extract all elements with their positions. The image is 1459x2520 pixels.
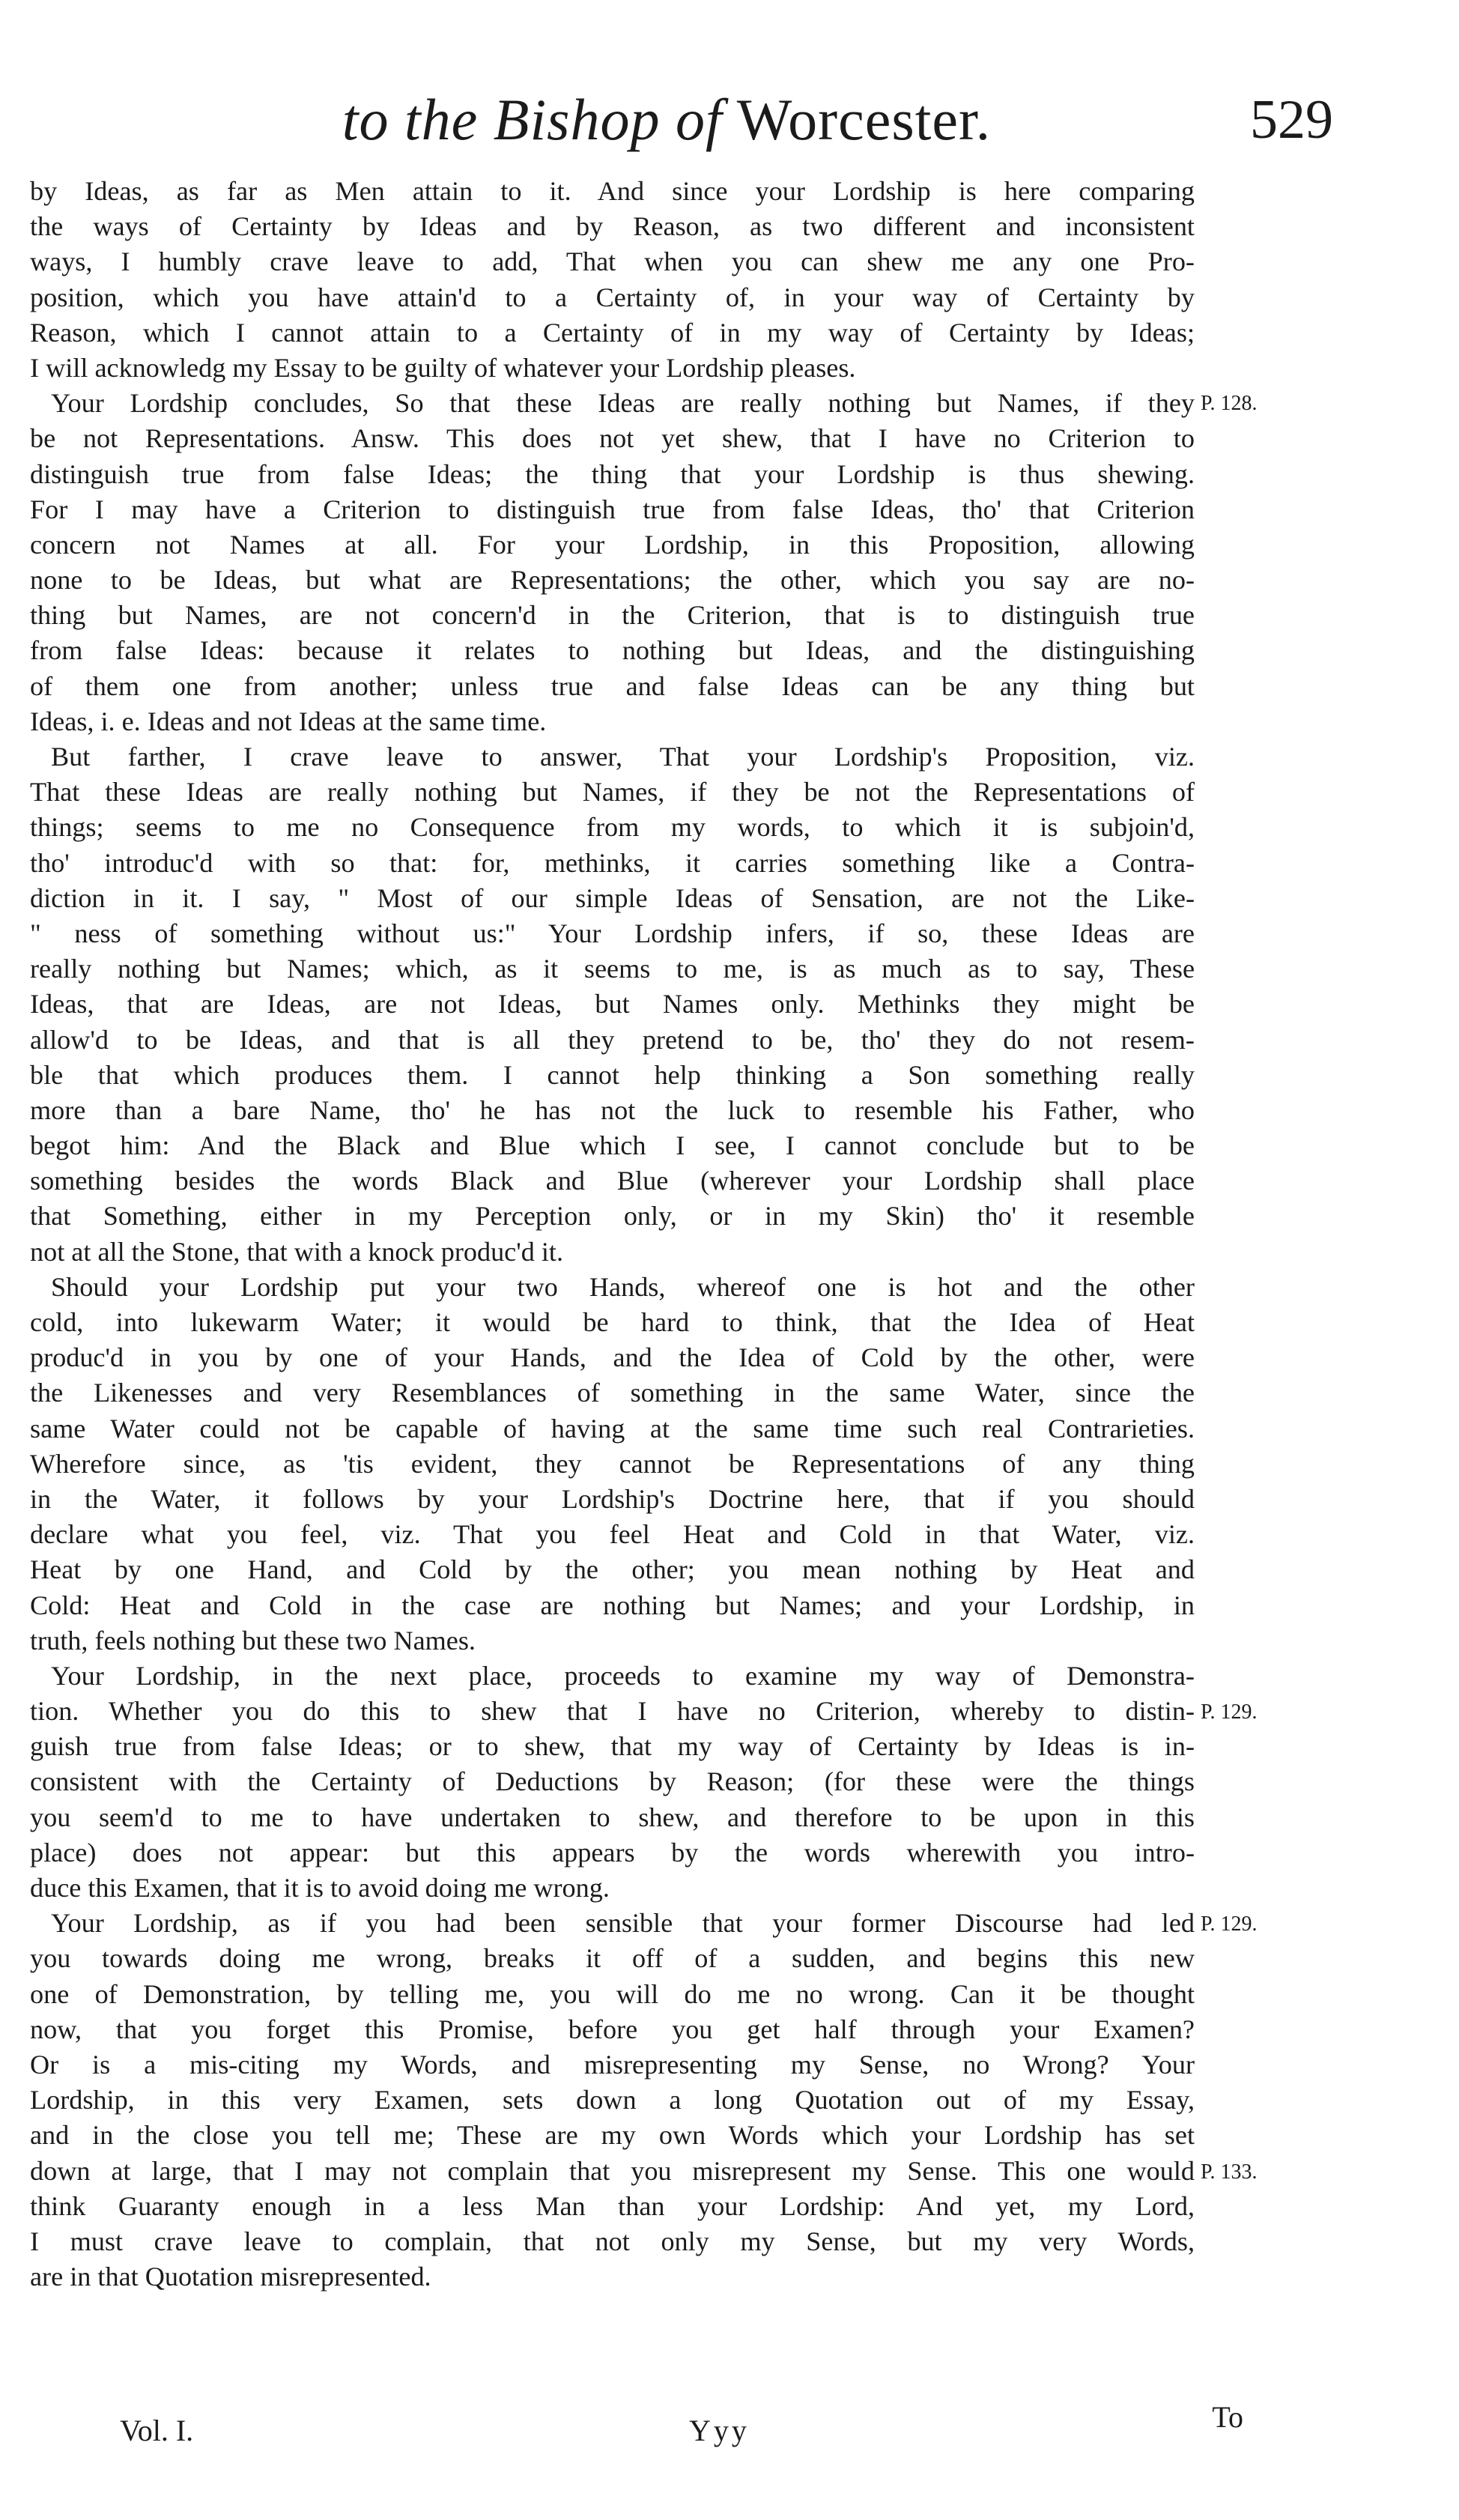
text-line: begot him: And the Black and Blue which I see, I cannot conclude but to be <box>30 1130 1195 1161</box>
text-line: cold, into lukewarm Water; it would be hard to think, that the Idea of Heat <box>30 1307 1195 1337</box>
page-number: 529 <box>1250 89 1333 151</box>
catchword: To <box>1212 2400 1243 2434</box>
text-line: truth, feels nothing but these two Names. <box>30 1625 476 1656</box>
text-line: tho' introduc'd with so that: for, methinks, it carries something like a Contra- <box>30 847 1195 878</box>
running-head <box>292 79 1041 161</box>
running-head-roman: Worcester. <box>736 87 992 152</box>
text-line: duce this Examen, that it is to avoid doing me wrong. <box>30 1873 610 1903</box>
text-line: That these Ideas are really nothing but Names, if they be not the Representations of <box>30 777 1195 808</box>
text-line: place) does not appear: but this appears by the words wherewith you intro- <box>30 1837 1195 1868</box>
text-line: Should your Lordship put your two Hands, whereof one is hot and the other <box>51 1271 1195 1302</box>
text-line: think Guaranty enough in a less Man than your Lordship: And yet, my Lord, <box>30 2190 1195 2221</box>
text-line: But farther, I crave leave to answer, That your Lordship's Proposition, viz. <box>51 742 1195 772</box>
text-line: the ways of Certainty by Ideas and by Reason, as two different and inconsistent <box>30 211 1195 242</box>
text-line: I will acknowledg my Essay to be guilty of whatever your Lordship pleases. <box>30 352 856 383</box>
text-line: " ness of something without us:" Your Lordship infers, if so, these Ideas are <box>30 918 1195 948</box>
text-line: down at large, that I may not complain that you misrepresent my Sense. This one would <box>30 2155 1195 2186</box>
text-line: Your Lordship concludes, So that these Ideas are really nothing but Names, if they <box>51 388 1195 419</box>
text-line: something besides the words Black and Blue (wherever your Lordship shall place <box>30 1166 1195 1196</box>
text-line: not at all the Stone, that with a knock produc'd it. <box>30 1236 564 1267</box>
text-line: none to be Ideas, but what are Representations; the other, which you say are no- <box>30 565 1195 596</box>
text-line: Heat by one Hand, and Cold by the other; you mean nothing by Heat and <box>30 1554 1195 1585</box>
margin-note-p133: P. 133. <box>1201 2160 1258 2184</box>
text-line: allow'd to be Ideas, and that is all they pretend to be, tho' they do not resem- <box>30 1024 1195 1055</box>
text-line: Ideas, i. e. Ideas and not Ideas at the same time. <box>30 706 547 736</box>
text-line: that Something, either in my Perception only, or in my Skin) tho' it resemble <box>30 1201 1195 1232</box>
margin-note-p129-second: P. 129. <box>1201 1912 1258 1936</box>
text-line: ble that which produces them. I cannot help thinking a Son something really <box>30 1059 1195 1090</box>
text-line: the Likenesses and very Resemblances of something in the same Water, since the <box>30 1378 1195 1408</box>
margin-note-p129: P. 129. <box>1201 1700 1258 1724</box>
body-text <box>30 174 1195 2295</box>
text-line: diction in it. I say, " Most of our simple Ideas of Sensation, are not the Like- <box>30 882 1195 913</box>
text-line: Reason, which I cannot attain to a Certainty of in my way of Certainty by Ideas; <box>30 317 1195 348</box>
text-line: thing but Names, are not concern'd in the Criterion, that is to distinguish true <box>30 600 1195 631</box>
text-line: now, that you forget this Promise, before you get half through your Examen? <box>30 2014 1195 2044</box>
volume-label: Vol. I. <box>120 2414 194 2447</box>
text-line: from false Ideas: because it relates to nothing but Ideas, and the distinguishing <box>30 635 1195 666</box>
text-line: Ideas, that are Ideas, are not Ideas, but Names only. Methinks they might be <box>30 989 1195 1020</box>
text-line: concern not Names at all. For your Lordship, in this Proposition, allowing <box>30 529 1195 560</box>
text-line: Lordship, in this very Examen, sets down a long Quotation out of my Essay, <box>30 2085 1195 2115</box>
text-line: Wherefore since, as 'tis evident, they cannot be Representations of any thing <box>30 1448 1195 1479</box>
running-head-italic: to the Bishop of <box>342 87 723 152</box>
text-line: are in that Quotation misrepresented. <box>30 2262 431 2292</box>
text-line: really nothing but Names; which, as it seems to me, is as much as to say, These <box>30 954 1195 984</box>
text-line: you towards doing me wrong, breaks it off of a sudden, and begins this new <box>30 1943 1195 1974</box>
text-line: tion. Whether you do this to shew that I have no Criterion, whereby to distin- <box>30 1696 1195 1727</box>
text-line: more than a bare Name, tho' he has not the luck to resemble his Father, who <box>30 1094 1195 1125</box>
text-line: position, which you have attain'd to a Certainty of, in your way of Certainty by <box>30 282 1195 312</box>
text-line: one of Demonstration, by telling me, you will do me no wrong. Can it be thought <box>30 1978 1195 2009</box>
text-line: in the Water, it follows by your Lordship's Doctrine here, that if you should <box>30 1483 1195 1514</box>
text-line: For I may have a Criterion to distinguish true from false Ideas, tho' that Criterion <box>30 494 1195 524</box>
text-line: guish true from false Ideas; or to shew, that my way of Certainty by Ideas is in- <box>30 1731 1195 1762</box>
text-line: produc'd in you by one of your Hands, and the Idea of Cold by the other, were <box>30 1342 1195 1373</box>
text-line: declare what you feel, viz. That you feel Heat and Cold in that Water, viz. <box>30 1519 1195 1550</box>
text-line: by Ideas, as far as Men attain to it. And since your Lordship is here comparing <box>30 176 1195 206</box>
text-line: Or is a mis-citing my Words, and misrepresenting my Sense, no Wrong? Your <box>30 2049 1195 2080</box>
signature-mark: Yyy <box>689 2414 750 2447</box>
text-line: consistent with the Certainty of Deductions by Reason; (for these were the things <box>30 1766 1195 1797</box>
text-line: Cold: Heat and Cold in the case are nothing but Names; and your Lordship, in <box>30 1590 1195 1620</box>
text-line: same Water could not be capable of having at the same time such real Contrarieties. <box>30 1413 1195 1444</box>
page-header <box>30 79 1333 161</box>
text-line: be not Representations. Answ. This does not yet shew, that I have no Criterion to <box>30 423 1195 454</box>
page-footer <box>30 2400 1303 2457</box>
text-line: of them one from another; unless true and false Ideas can be any thing but <box>30 670 1195 701</box>
text-line: Your Lordship, as if you had been sensible that your former Discourse had led <box>51 1908 1195 1939</box>
text-line: I must crave leave to complain, that not only my Sense, but my very Words, <box>30 2226 1195 2256</box>
text-line: Your Lordship, in the next place, proceeds to examine my way of Demonstra- <box>51 1660 1195 1691</box>
text-line: and in the close you tell me; These are my own Words which your Lordship has set <box>30 2120 1195 2151</box>
text-line: you seem'd to me to have undertaken to shew, and therefore to be upon in this <box>30 1802 1195 1832</box>
margin-note-p128: P. 128. <box>1201 392 1258 415</box>
text-line: distinguish true from false Ideas; the thing that your Lordship is thus shewing. <box>30 458 1195 489</box>
text-line: ways, I humbly crave leave to add, That when you can shew me any one Pro- <box>30 246 1195 277</box>
text-line: things; seems to me no Consequence from my words, to which it is subjoin'd, <box>30 812 1195 843</box>
